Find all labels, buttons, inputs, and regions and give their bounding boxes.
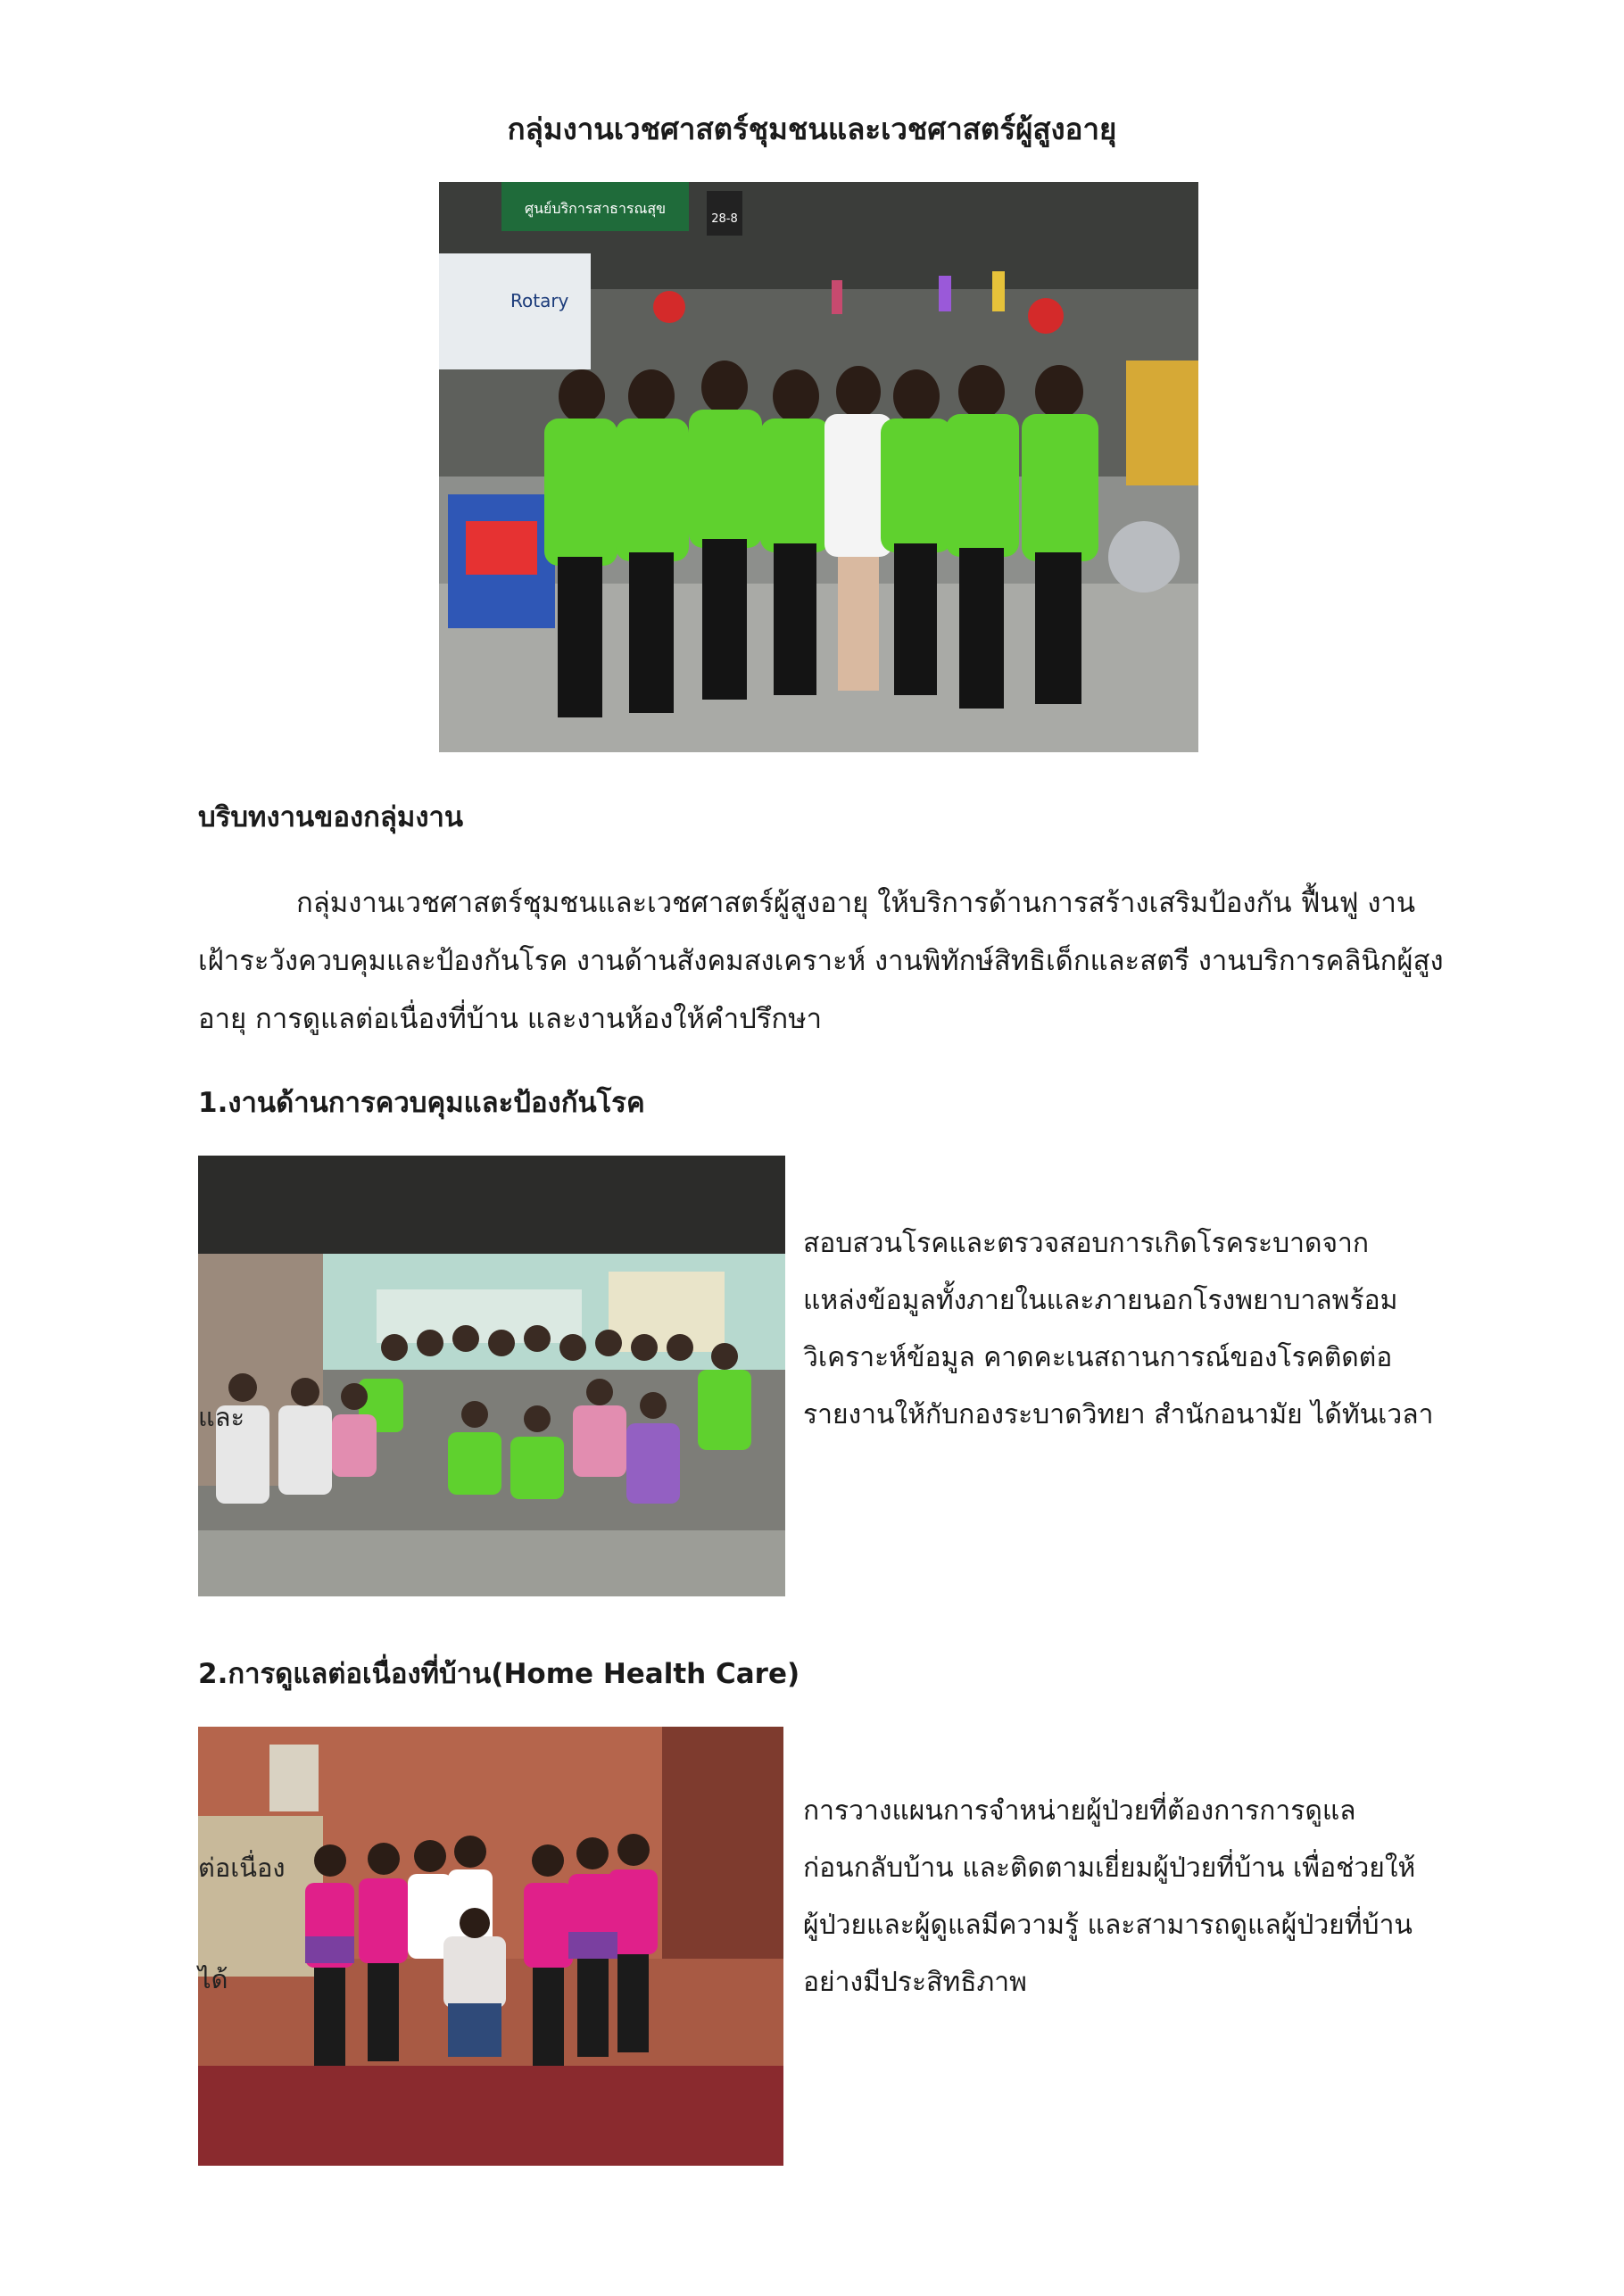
home-health-care-photo: [198, 1727, 783, 2166]
section2-line: การวางแผนการจำหน่ายผู้ป่วยที่ต้องการการดูแล: [803, 1795, 1356, 1827]
clinic-sign-text: ศูนย์บริการสาธารณสุข: [524, 200, 667, 217]
section1-line: แหล่งข้อมูลทั้งภายในและภายนอกโรงพยาบาลพร้อม: [803, 1285, 1398, 1316]
section2-line: ก่อนกลับบ้าน และติดตามเยี่ยมผู้ป่วยที่บ้าน เพื่อช่วยให้: [803, 1853, 1416, 1884]
page-title: กลุ่มงานเวชศาสตร์ชุมชนและเวชศาสตร์ผู้สูงอายุ: [507, 112, 1117, 146]
context-paragraph-text: กลุ่มงานเวชศาสตร์ชุมชนและเวชศาสตร์ผู้สูงอายุ ให้บริการด้านการสร้างเสริมป้องกัน ฟื้นฟู งานเฝ้าระวังควบคุมและป้องกันโรค งานด้านสังคมสงเคราะห์ งานพิทักษ์สิทธิเด็กและสตรี งานบริการคลินิกผู้สูงอายุ การดูแลต่อเนื่องที่บ้าน และงานห้องให้คำปรึกษา: [198, 887, 1444, 1035]
section2-body: [803, 1783, 1454, 2011]
context-paragraph: [198, 874, 1447, 1049]
section2-heading: 2.การดูแลต่อเนื่องที่บ้าน(Home Health Care): [198, 1658, 800, 1690]
section1-line: รายงานให้กับกองระบาดวิทยา สำนักอนามัย ได้ทันเวลา: [803, 1399, 1434, 1430]
section1-line: สอบสวนโรคและตรวจสอบการเกิดโรคระบาดจาก: [803, 1228, 1370, 1259]
section2-line: ผู้ป่วยและผู้ดูแลมีความรู้ และสามารถดูแลผู้ป่วยที่บ้าน: [803, 1910, 1413, 1941]
section2-line: อย่างมีประสิทธิภาพ: [803, 1967, 1027, 1998]
section1-heading: 1.งานด้านการควบคุมและป้องกันโรค: [198, 1087, 645, 1119]
stray-text-can: ได้: [198, 1964, 228, 1994]
staff-group-photo: [439, 182, 1198, 752]
house-number-text: 28-8: [711, 212, 738, 226]
disease-control-group-photo: [198, 1156, 785, 1596]
section1-body: [803, 1215, 1454, 1444]
section1-line: วิเคราะห์ข้อมูล คาดคะเนสถานการณ์ของโรคติดต่อ: [803, 1342, 1393, 1373]
context-heading: บริบทงานของกลุ่มงาน: [198, 801, 464, 833]
rotary-sign-text: Rotary: [510, 290, 569, 311]
stray-text-and: และ: [198, 1402, 245, 1432]
stray-text-continuous: ต่อเนื่อง: [198, 1853, 286, 1883]
